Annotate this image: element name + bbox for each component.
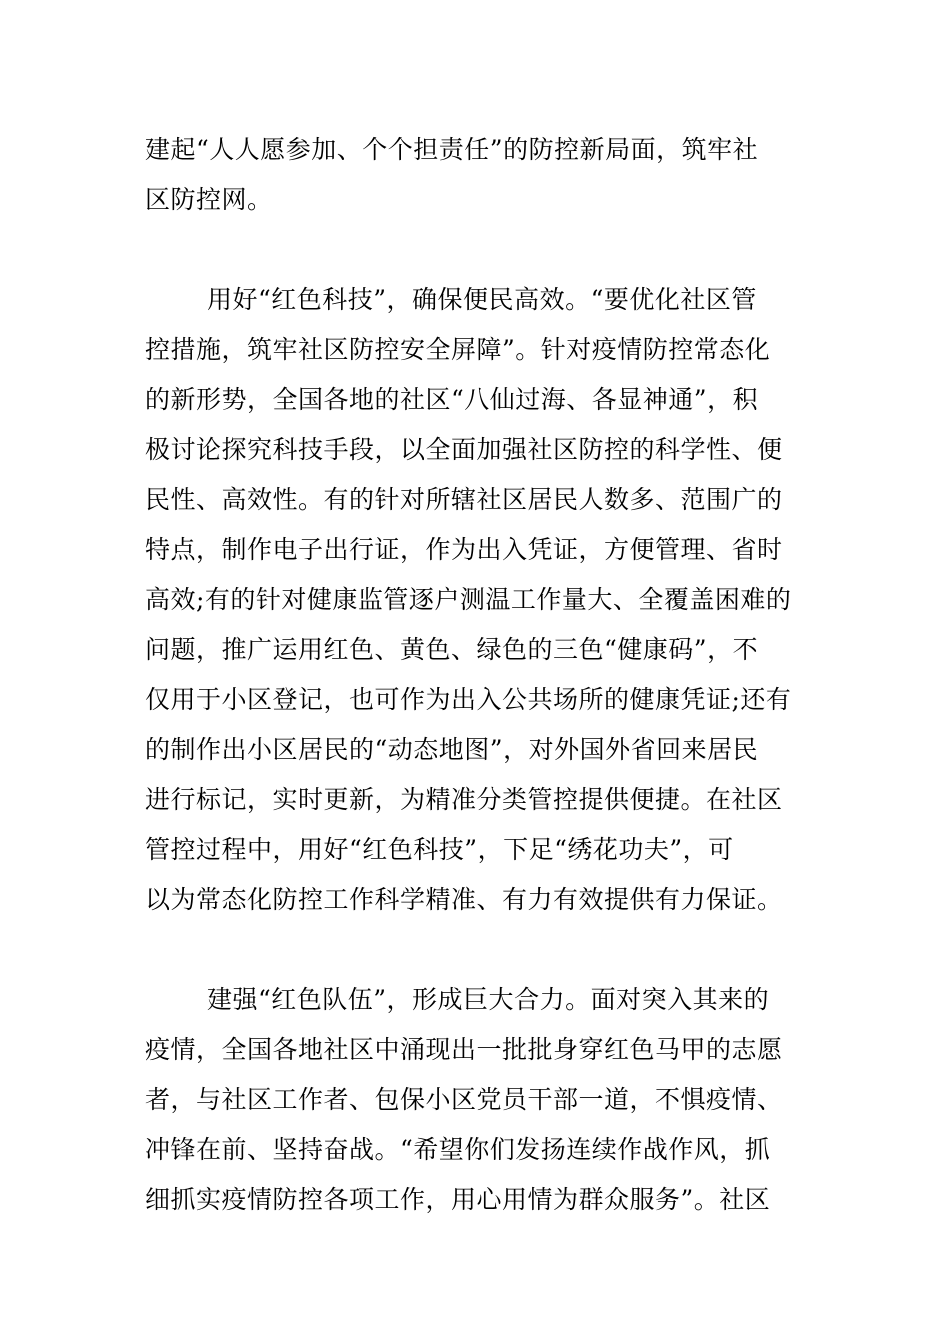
paragraph-2 — [145, 275, 805, 925]
paragraph-line: 细抓实疫情防控各项工作，用心用情为群众服务”。社区 — [145, 1185, 771, 1214]
paragraph-line: 疫情，全国各地社区中涌现出一批批身穿红色马甲的志愿 — [145, 1035, 783, 1064]
paragraph-line: 的新形势，全国各地的社区“八仙过海、各显神通”，积 — [145, 385, 759, 414]
paragraph-line: 极讨论探究科技手段，以全面加强社区防控的科学性、便 — [145, 435, 783, 464]
paragraph-line: 管控过程中，用好“红色科技”，下足“绣花功夫”，可 — [145, 835, 734, 864]
paragraph-line: 高效;有的针对健康监管逐户测温工作量大、全覆盖困难的 — [145, 585, 792, 614]
paragraph-line: 仅用于小区登记，也可作为出入公共场所的健康凭证;还有 — [145, 685, 792, 714]
paragraph-line: 建起“人人愿参加、个个担责任”的防控新局面，筑牢社 — [145, 135, 759, 164]
paragraph-line: 用好“红色科技”，确保便民高效。“要优化社区管 — [207, 285, 757, 314]
paragraph-line: 问题，推广运用红色、黄色、绿色的三色“健康码”，不 — [145, 635, 759, 664]
paragraph-line: 特点，制作电子出行证，作为出入凭证，方便管理、省时 — [145, 535, 783, 564]
paragraph-1 — [145, 125, 805, 225]
paragraph-line: 进行标记，实时更新，为精准分类管控提供便捷。在社区 — [145, 785, 783, 814]
paragraph-line: 冲锋在前、坚持奋战。“希望你们发扬连续作战作风，抓 — [145, 1135, 771, 1164]
paragraph-line: 民性、高效性。有的针对所辖社区居民人数多、范围广的 — [145, 485, 783, 514]
paragraph-line: 的制作出小区居民的“动态地图”，对外国外省回来居民 — [145, 735, 759, 764]
paragraph-line: 区防控网。 — [145, 185, 273, 214]
paragraph-line: 建强“红色队伍”，形成巨大合力。面对突入其来的 — [207, 985, 770, 1014]
paragraph-line: 控措施，筑牢社区防控安全屏障”。针对疫情防控常态化 — [145, 335, 771, 364]
paragraph-line: 以为常态化防控工作科学精准、有力有效提供有力保证。 — [145, 885, 783, 914]
paragraph-3 — [145, 975, 805, 1225]
paragraph-line: 者，与社区工作者、包保小区党员干部一道，不惧疫情、 — [145, 1085, 783, 1114]
